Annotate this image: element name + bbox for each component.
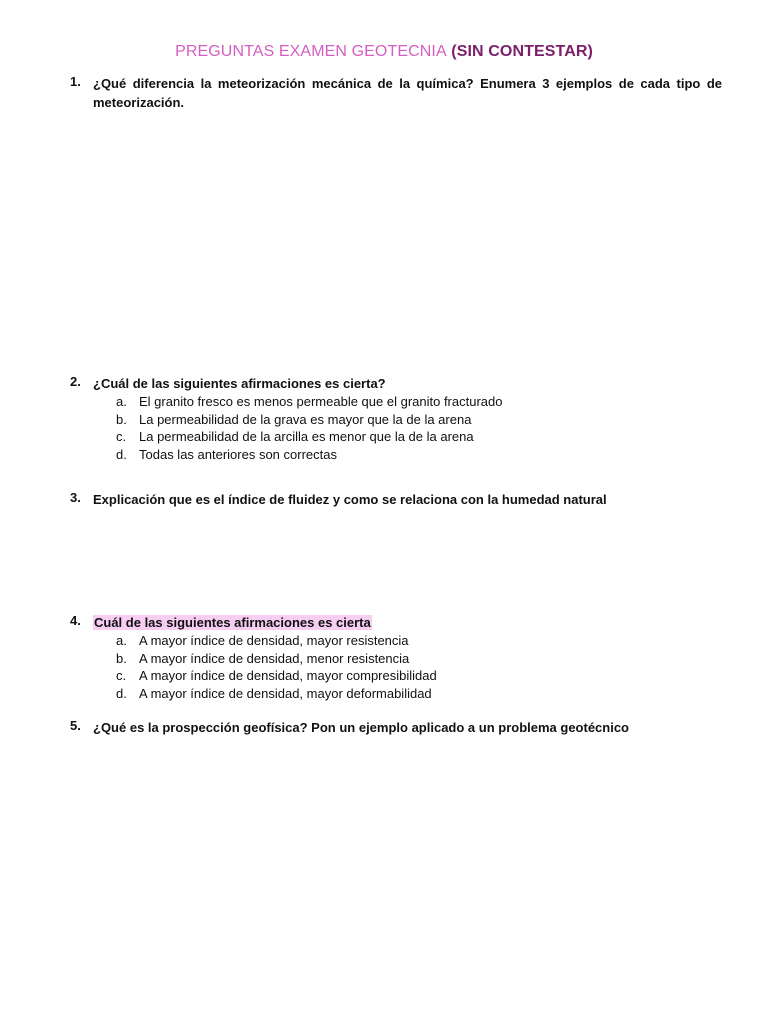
option-b [70,650,722,668]
question-text: Explicación que es el índice de fluidez y como se relaciona con la humedad natural [93,492,607,507]
option-letter: c. [116,668,127,683]
option-letter: a. [116,633,127,648]
title-main: PREGUNTAS EXAMEN GEOTECNIA [175,43,447,60]
question-text: ¿Qué es la prospección geofísica? Pon un ejemplo aplicado a un problema geotécnico [93,720,630,735]
question-text-highlighted: Cuál de las siguientes afirmaciones es cierta [94,615,371,630]
option-text: La permeabilidad de la grava es mayor que la de la arena [139,411,472,427]
question-number: 4. [70,613,81,628]
question-2 [70,374,722,463]
question-1 [70,74,722,112]
option-text: A mayor índice de densidad, mayor resistencia [139,633,409,648]
question-text: ¿Cuál de las siguientes afirmaciones es cierta? [93,376,386,391]
question-4 [70,613,722,702]
option-text: Todas las anteriores son correctas [139,446,337,462]
option-text: A mayor índice de densidad, mayor compresibilidad [139,668,437,683]
option-letter: c. [116,429,127,444]
option-text: A mayor índice de densidad, mayor deformabilidad [139,685,432,701]
question-number: 3. [70,490,81,505]
option-c [70,428,722,446]
question-number: 1. [70,74,81,89]
option-text: La permeabilidad de la arcilla es menor que la de la arena [139,429,474,444]
option-letter: a. [116,394,127,409]
option-c [70,667,722,685]
option-text: El granito fresco es menos permeable que el granito fracturado [139,394,503,409]
option-b [70,411,722,429]
option-letter: b. [116,650,127,666]
question-number: 2. [70,374,81,389]
question-5 [70,718,722,737]
options-list [70,632,722,702]
option-letter: d. [116,685,127,701]
question-number: 5. [70,718,81,733]
question-text: ¿Qué diferencia la meteorización mecánica de la química? Enumera 3 ejemplos de cada tipo de meteorización. [93,76,722,110]
options-list [70,393,722,463]
option-letter: b. [116,411,127,427]
page-title [0,43,768,61]
option-a [70,393,722,411]
option-text: A mayor índice de densidad, menor resistencia [139,650,410,666]
option-d [70,446,722,464]
option-a [70,632,722,650]
title-status: (SIN CONTESTAR) [451,43,593,60]
option-letter: d. [116,446,127,462]
option-d [70,685,722,703]
question-3 [70,490,722,509]
